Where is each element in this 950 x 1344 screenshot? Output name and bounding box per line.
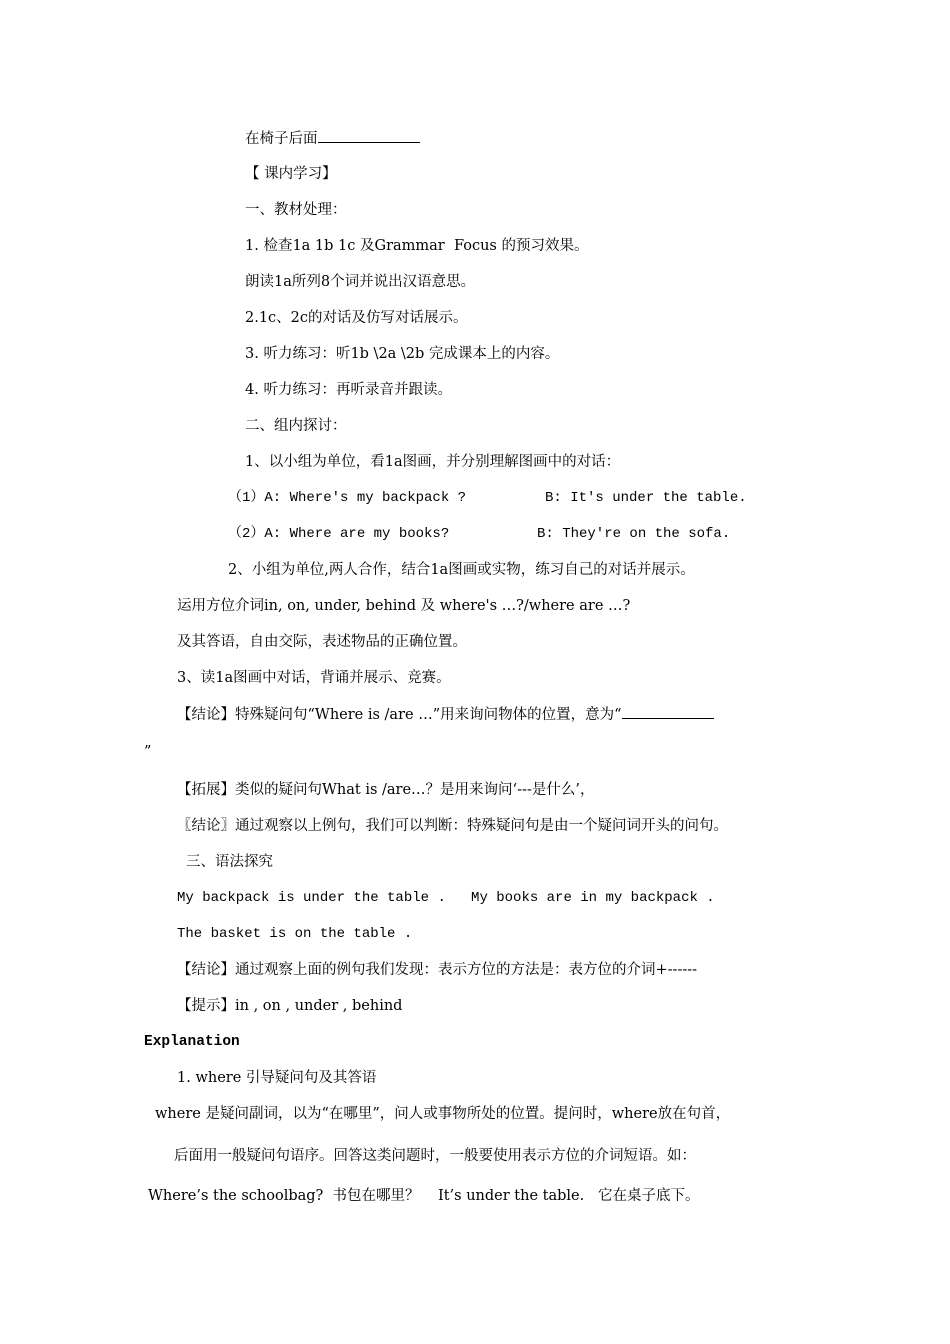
text-line: 及其答语，自由交际，表述物品的正确位置。: [177, 634, 467, 650]
dialogue-answer: B: It's under the table.: [545, 490, 747, 506]
example-sentence: My backpack is under the table . My books are in my backpack .: [177, 890, 715, 906]
text-line: 运用方位介词in, on, under, behind 及 where's …?/where are …?: [177, 598, 631, 614]
text-line: 3、读1a图画中对话，背诵并展示、竞赛。: [177, 670, 451, 686]
answer-blank: [318, 128, 420, 143]
section-heading: 【 课内学习】: [245, 166, 337, 182]
text-line: where 是疑问副词，以为“在哪里”，问人或事物所处的位置。提问时，where放在句首，: [155, 1106, 731, 1122]
text-line: 1. where 引导疑问句及其答语: [177, 1070, 377, 1086]
explanation-heading: Explanation: [144, 1034, 240, 1050]
text-line: 2、小组为单位,两人合作，结合1a图画或实物，练习自己的对话并展示。: [228, 562, 695, 578]
example-sentence: Where’s the schoolbag? 书包在哪里？ It’s under the table. 它在桌子底下。: [148, 1188, 700, 1204]
text-line: 3. 听力练习：听1b \2a \2b 完成课本上的内容。: [245, 346, 560, 362]
text-line: 4. 听力练习：再听录音并跟读。: [245, 382, 452, 398]
subsection-heading: 二、组内探讨：: [245, 418, 347, 434]
subsection-heading: 一、教材处理：: [245, 202, 347, 218]
text-line: 【拓展】类似的疑问句What is /are…？是用来询问‘---是什么’，: [177, 782, 595, 798]
text-line: 1、以小组为单位，看1a图画，并分别理解图画中的对话：: [245, 454, 621, 470]
hint-line: 【提示】in , on , under , behind: [177, 998, 403, 1014]
text-line: 2.1c、2c的对话及仿写对话展示。: [245, 310, 468, 326]
text-line: [245, 128, 420, 149]
conclusion-line: [177, 704, 714, 725]
subsection-heading: 三、语法探究: [186, 854, 273, 870]
dialogue-answer: B: They're on the sofa.: [537, 526, 731, 542]
answer-blank: [622, 704, 714, 719]
line-text: 在椅子后面: [245, 131, 318, 147]
conclusion-line: 〖结论〗通过观察以上例句，我们可以判断：特殊疑问句是由一个疑问词开头的问句。: [177, 818, 728, 834]
closing-quote: ”: [144, 744, 152, 760]
dialogue-question: （2）A: Where are my books?: [228, 526, 450, 542]
conclusion-line: 【结论】通过观察上面的例句我们发现：表示方位的方法是：表方位的介词+------: [177, 962, 698, 978]
example-sentence: The basket is on the table .: [177, 926, 413, 942]
dialogue-question: （1）A: Where's my backpack ?: [228, 490, 467, 506]
text-line: 1. 检查1a 1b 1c 及Grammar Focus 的预习效果。: [245, 238, 589, 254]
text-line: 后面用一般疑问句语序。回答这类问题时，一般要使用表示方位的介词短语。如：: [174, 1148, 696, 1164]
text-line: 朗读1a所列8个词并说出汉语意思。: [245, 274, 476, 290]
line-text: 【结论】特殊疑问句“Where is /are …”用来询问物体的位置，意为“: [177, 707, 622, 723]
